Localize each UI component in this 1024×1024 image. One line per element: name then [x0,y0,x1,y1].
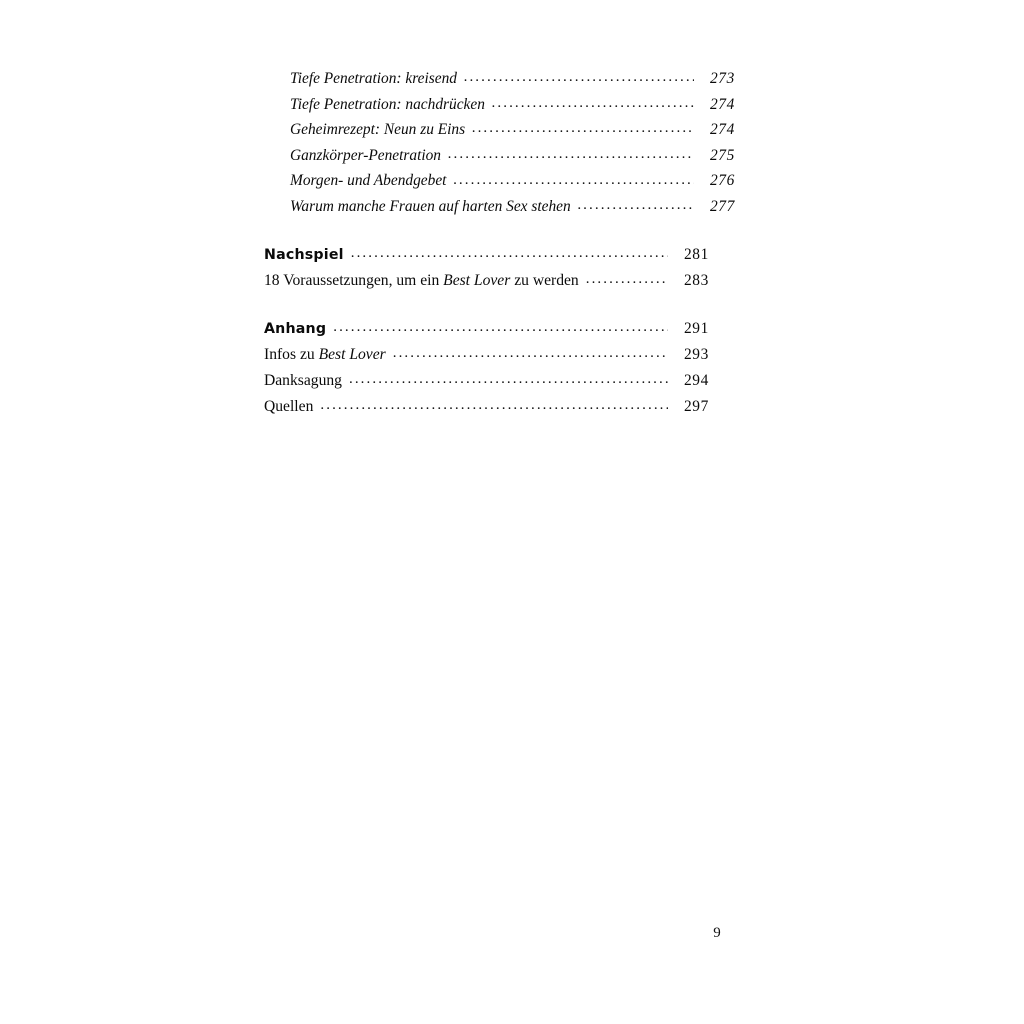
toc-entry-label: Morgen- und Abendgebet [290,172,447,190]
toc-entry-page: 273 [710,70,735,87]
toc-entry-label [264,268,584,294]
toc-entry-label [264,342,391,368]
toc-entry[interactable] [264,368,726,394]
toc-entry-label: Warum manche Frauen auf harten Sex stehen [290,197,571,215]
toc-entry[interactable] [264,194,752,220]
toc-entry[interactable] [264,268,726,294]
toc-group-nachspiel [264,242,726,294]
toc-entry[interactable] [264,117,752,143]
page-folio-number: 9 [713,925,721,941]
toc-entry[interactable] [264,66,752,92]
toc-leader-dots [333,317,668,333]
toc-entry-label-title: Best Lover [443,272,511,290]
toc-entry-label: Tiefe Penetration: kreisend [290,70,457,87]
toc-section-entry[interactable] [264,316,726,343]
toc-entry-label: Geheimrezept: Neun zu Eins [290,121,466,139]
toc-entry-label-pre: 18 Voraussetzungen, um ein [264,272,444,290]
toc-entry-page: 275 [710,146,735,164]
toc-entry-label-pre: Infos zu [264,346,319,364]
toc-leader-dots [492,93,694,108]
toc-leader-dots [586,270,668,286]
toc-entry[interactable] [264,168,752,194]
toc-leader-dots [349,369,668,385]
toc-group-penetration [264,66,735,220]
toc-leader-dots [351,243,668,259]
toc-entry-page: 281 [684,245,709,263]
toc-entry-page: 276 [710,172,735,190]
toc-entry-label: Tiefe Penetration: nachdrücken [290,95,485,113]
toc-leader-dots [320,395,668,411]
table-of-contents [264,66,735,419]
toc-entry-label: Danksagung [264,371,342,389]
toc-entry-page: 291 [684,319,709,337]
toc-group-anhang [264,316,726,419]
toc-entry-label: Nachspiel [264,246,344,263]
toc-entry-page: 283 [684,272,709,290]
page-folio [0,925,1024,942]
toc-entry-label: Ganzkörper-Penetration [290,146,442,164]
toc-leader-dots [578,196,694,211]
toc-group-spacer [264,294,726,316]
toc-entry-label-post: zu werden [510,272,579,290]
toc-entry-label-title: Best Lover [318,346,386,364]
toc-entry-label: Quellen [264,397,314,415]
toc-leader-dots [453,170,694,185]
toc-leader-dots [464,68,694,83]
toc-entry-page: 274 [710,95,735,113]
toc-leader-dots [448,144,694,159]
toc-group-spacer [264,220,726,242]
toc-entry-page: 297 [684,397,709,415]
toc-entry-page: 294 [684,371,709,389]
toc-entry-page: 274 [710,121,735,139]
toc-entry[interactable] [264,394,726,420]
toc-leader-dots [472,119,694,134]
toc-entry[interactable] [264,143,752,169]
toc-entry-page: 293 [684,346,709,364]
toc-leader-dots [393,344,668,360]
toc-entry-label: Anhang [264,320,327,337]
toc-entry[interactable] [264,342,726,368]
toc-entry-page: 277 [710,197,735,215]
toc-section-entry[interactable] [264,242,726,269]
toc-entry[interactable] [264,92,752,118]
